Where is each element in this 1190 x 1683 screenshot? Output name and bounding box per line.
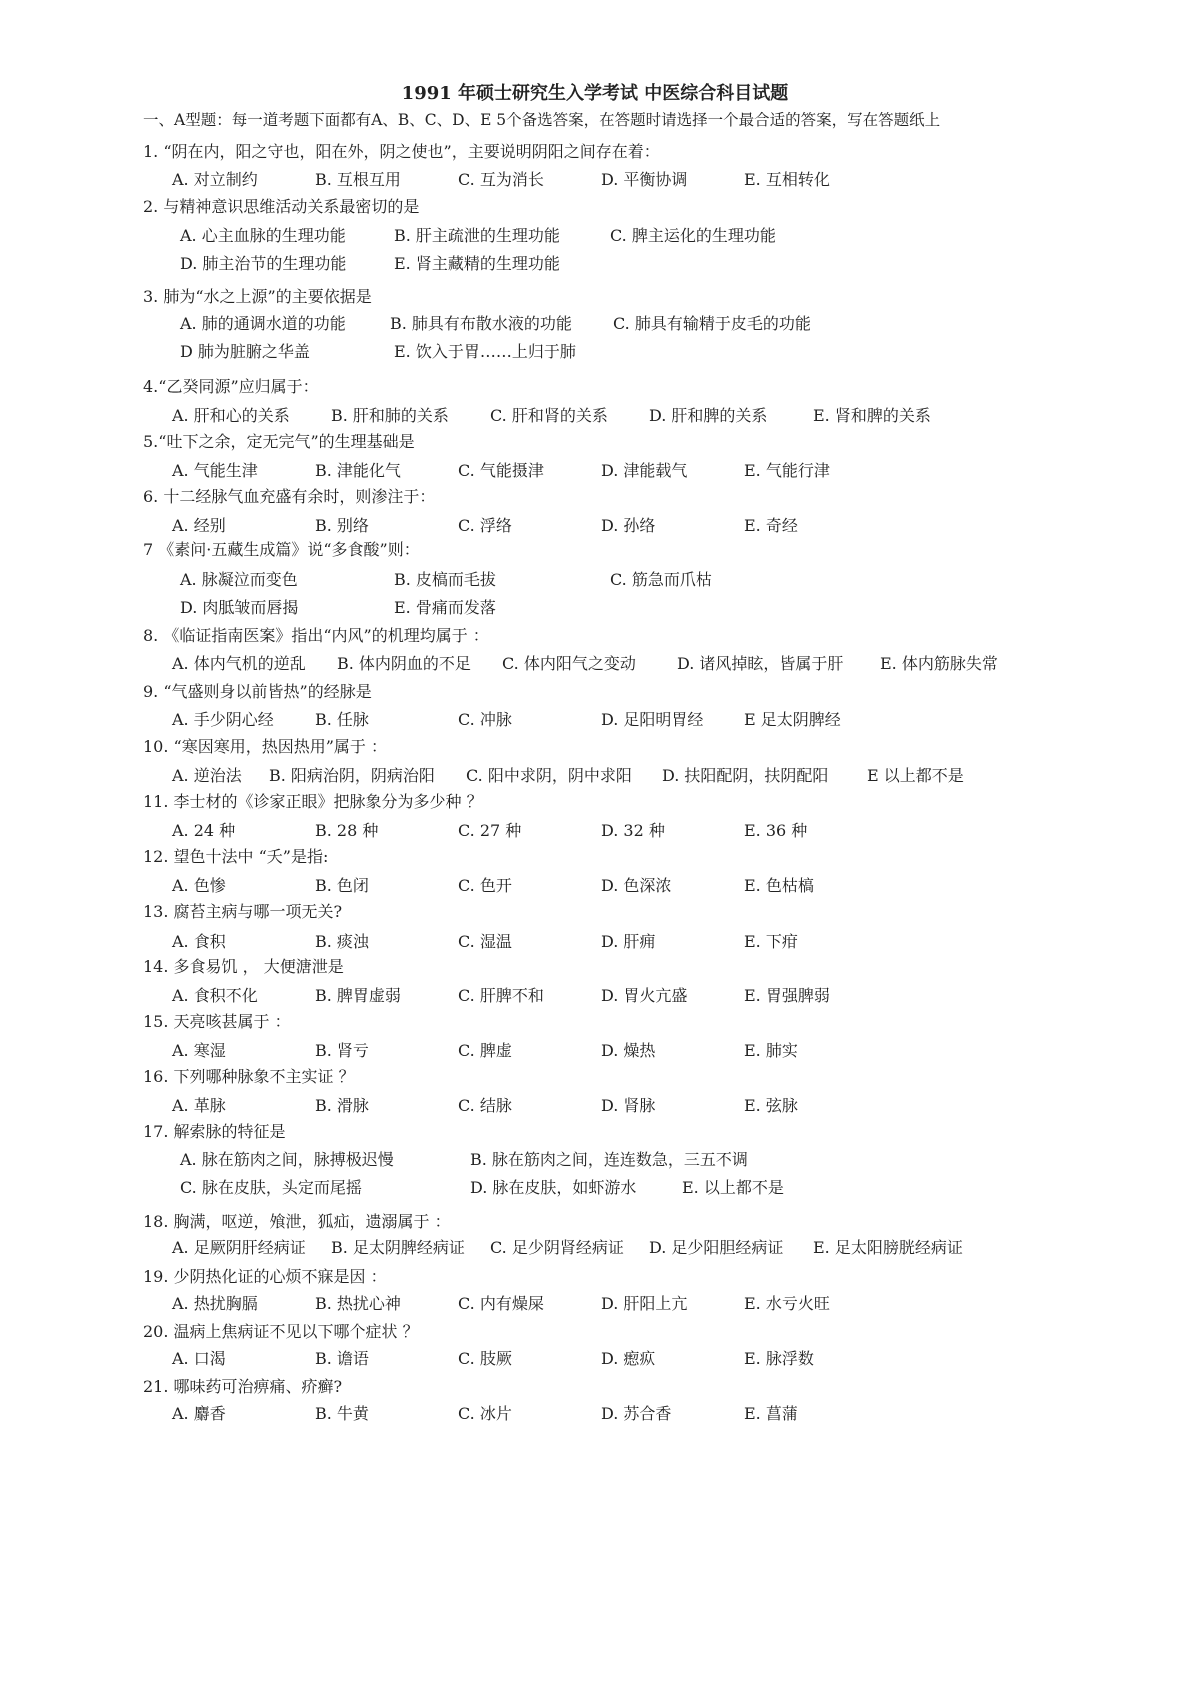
answer-option: C. 互为消长: [458, 170, 544, 189]
answer-option: E. 骨痛而发落: [394, 598, 496, 617]
answer-option: E. 脉浮数: [744, 1349, 814, 1368]
answer-option: B. 津能化气: [315, 461, 401, 480]
answer-option: E. 弦脉: [744, 1096, 798, 1115]
answer-option: D. 肝阳上亢: [601, 1294, 688, 1313]
answer-option: A. 热扰胸膈: [172, 1294, 258, 1313]
answer-option: B. 滑脉: [315, 1096, 369, 1115]
answer-option: E 以上都不是: [867, 766, 964, 785]
answer-option: B. 任脉: [315, 710, 369, 729]
answer-option: A. 口渴: [172, 1349, 226, 1368]
answer-option: C. 内有燥屎: [458, 1294, 544, 1313]
answer-option: E 足太阴脾经: [744, 710, 841, 729]
answer-option: A. 色惨: [172, 876, 226, 895]
answer-option: B. 痰浊: [315, 932, 369, 951]
answer-option: C. 湿温: [458, 932, 512, 951]
answer-option: A. 食积不化: [172, 986, 258, 1005]
exam-title: 1991 年硕士研究生入学考试 中医综合科目试题: [401, 83, 789, 104]
answer-option: B. 谵语: [315, 1349, 369, 1368]
answer-option: B. 肺具有布散水液的功能: [390, 314, 572, 333]
answer-option: D. 足少阳胆经病证: [649, 1238, 784, 1257]
answer-option: B. 肝主疏泄的生理功能: [394, 226, 560, 245]
answer-option: E. 色枯槁: [744, 876, 814, 895]
answer-option: B. 互根互用: [315, 170, 401, 189]
answer-option: D. 孙络: [601, 516, 656, 535]
answer-option: D. 肉胝皱而唇揭: [180, 598, 299, 617]
answer-option: C. 冰片: [458, 1404, 512, 1423]
answer-option: A. 经别: [172, 516, 226, 535]
question-stem: 13. 腐苔主病与哪一项无关?: [143, 902, 343, 921]
answer-option: A. 气能生津: [172, 461, 258, 480]
question-stem: 17. 解索脉的特征是: [143, 1122, 286, 1141]
answer-option: C. 筋急而爪枯: [610, 570, 712, 589]
answer-option: B. 足太阴脾经病证: [331, 1238, 465, 1257]
answer-option: C. 色开: [458, 876, 512, 895]
answer-option: A. 足厥阴肝经病证: [172, 1238, 306, 1257]
answer-option: E. 饮入于胃……上归于肺: [394, 342, 576, 361]
question-stem: 8. 《临证指南医案》指出“内风”的机理均属于 ：: [143, 626, 489, 645]
answer-option: B. 牛黄: [315, 1404, 369, 1423]
question-stem: 14. 多食易饥 ， 大便溏泄是: [143, 957, 344, 976]
answer-option: B. 28 种: [315, 821, 379, 840]
question-stem: 11. 李士材的《诊家正眼》把脉象分为多少种 ？: [143, 792, 483, 811]
answer-option: D. 苏合香: [601, 1404, 672, 1423]
answer-option: A. 肝和心的关系: [172, 406, 290, 425]
answer-option: C. 体内阳气之变动: [502, 654, 636, 673]
answer-option: E. 足太阳膀胱经病证: [813, 1238, 963, 1257]
answer-option: B. 脉在筋肉之间，连连数急，三五不调: [470, 1150, 748, 1169]
answer-option: C. 肺具有输精于皮毛的功能: [613, 314, 811, 333]
section-instructions: 一、A型题：每一道考题下面都有A、B、C、D、E 5个备选答案，在答题时请选择一个最合适的答案，写在答题纸上: [143, 111, 941, 129]
answer-option: A. 逆治法: [172, 766, 242, 785]
answer-option: C. 脾主运化的生理功能: [610, 226, 776, 245]
question-stem: 6. 十二经脉气血充盛有余时，则渗注于：: [143, 487, 436, 506]
answer-option: D. 色深浓: [601, 876, 672, 895]
question-stem: 4.“乙癸同源”应归属于：: [143, 377, 319, 396]
answer-option: D. 脉在皮肤，如虾游水: [470, 1178, 637, 1197]
question-stem: 3. 肺为“水之上源”的主要依据是: [143, 287, 372, 306]
answer-option: B. 皮槁而毛拔: [394, 570, 496, 589]
answer-option: E. 气能行津: [744, 461, 830, 480]
answer-option: D. 肺主治节的生理功能: [180, 254, 347, 273]
answer-option: A. 革脉: [172, 1096, 226, 1115]
question-stem: 2. 与精神意识思维活动关系最密切的是: [143, 197, 420, 216]
answer-option: A. 手少阴心经: [172, 710, 274, 729]
answer-option: C. 足少阴肾经病证: [490, 1238, 624, 1257]
answer-option: E. 奇经: [744, 516, 798, 535]
question-stem: 9. “气盛则身以前皆热”的经脉是: [143, 682, 372, 701]
answer-option: A. 寒湿: [172, 1041, 226, 1060]
answer-option: E. 体内筋脉失常: [880, 654, 998, 673]
answer-option: B. 阳病治阴，阴病治阳: [269, 766, 435, 785]
answer-option: A. 心主血脉的生理功能: [180, 226, 346, 245]
answer-option: D. 肝痈: [601, 932, 656, 951]
answer-option: A. 脉在筋肉之间，脉搏极迟慢: [180, 1150, 394, 1169]
answer-option: D. 瘛疭: [601, 1349, 656, 1368]
question-stem: 10. “寒因寒用，热因热用”属于 ：: [143, 737, 387, 756]
answer-option: E. 以上都不是: [682, 1178, 784, 1197]
answer-option: E. 肺实: [744, 1041, 798, 1060]
answer-option: D. 扶阳配阴，扶阴配阳: [662, 766, 829, 785]
answer-option: A. 肺的通调水道的功能: [180, 314, 346, 333]
answer-option: D. 肝和脾的关系: [649, 406, 768, 425]
answer-option: C. 浮络: [458, 516, 512, 535]
question-stem: 12. 望色十法中 “夭”是指:: [143, 847, 329, 866]
answer-option: E. 肾主藏精的生理功能: [394, 254, 560, 273]
question-stem: 7 《素问·五藏生成篇》说“多食酸”则：: [143, 540, 420, 559]
answer-option: D. 足阳明胃经: [601, 710, 704, 729]
answer-option: D. 32 种: [601, 821, 665, 840]
answer-option: C. 结脉: [458, 1096, 512, 1115]
answer-option: C. 肢厥: [458, 1349, 512, 1368]
question-stem: 1. “阴在内，阳之守也，阳在外，阴之使也”，主要说明阴阳之间存在着：: [143, 142, 660, 161]
answer-option: E. 36 种: [744, 821, 808, 840]
question-stem: 20. 温病上焦病证不见以下哪个症状 ？: [143, 1322, 419, 1341]
answer-option: E. 胃强脾弱: [744, 986, 830, 1005]
answer-option: B. 色闭: [315, 876, 369, 895]
answer-option: A. 麝香: [172, 1404, 226, 1423]
answer-option: D. 肾脉: [601, 1096, 656, 1115]
answer-option: D. 津能载气: [601, 461, 688, 480]
answer-option: C. 脉在皮肤，头定而尾摇: [180, 1178, 362, 1197]
answer-option: D. 诸风掉眩，皆属于肝: [677, 654, 844, 673]
answer-option: E. 肾和脾的关系: [813, 406, 931, 425]
answer-option: E. 水亏火旺: [744, 1294, 830, 1313]
answer-option: C. 阳中求阴，阴中求阳: [466, 766, 632, 785]
answer-option: D 肺为脏腑之华盖: [180, 342, 310, 361]
question-stem: 19. 少阴热化证的心烦不寐是因 ：: [143, 1267, 387, 1286]
question-stem: 15. 天亮咳甚属于 ：: [143, 1012, 291, 1031]
question-stem: 18. 胸满，呕逆，飧泄，狐疝，遗溺属于 ：: [143, 1212, 451, 1231]
answer-option: C. 气能摄津: [458, 461, 544, 480]
answer-option: B. 热扰心神: [315, 1294, 401, 1313]
answer-option: D. 平衡协调: [601, 170, 688, 189]
answer-option: C. 脾虚: [458, 1041, 512, 1060]
answer-option: A. 对立制约: [172, 170, 258, 189]
answer-option: E. 下疳: [744, 932, 798, 951]
question-stem: 16. 下列哪种脉象不主实证 ？: [143, 1067, 355, 1086]
answer-option: E. 互相转化: [744, 170, 830, 189]
answer-option: D. 燥热: [601, 1041, 656, 1060]
answer-option: A. 体内气机的逆乱: [172, 654, 306, 673]
answer-option: A. 食积: [172, 932, 226, 951]
answer-option: C. 肝脾不和: [458, 986, 544, 1005]
answer-option: B. 肾亏: [315, 1041, 369, 1060]
answer-option: E. 菖蒲: [744, 1404, 798, 1423]
question-stem: 21. 哪味药可治痹痛、疥癣?: [143, 1377, 343, 1396]
answer-option: A. 脉凝泣而变色: [180, 570, 298, 589]
answer-option: B. 别络: [315, 516, 369, 535]
answer-option: B. 脾胃虚弱: [315, 986, 401, 1005]
answer-option: C. 肝和肾的关系: [490, 406, 608, 425]
answer-option: A. 24 种: [172, 821, 236, 840]
answer-option: B. 肝和肺的关系: [331, 406, 449, 425]
answer-option: C. 冲脉: [458, 710, 512, 729]
answer-option: D. 胃火亢盛: [601, 986, 688, 1005]
question-stem: 5.“吐下之余，定无完气”的生理基础是: [143, 432, 415, 451]
answer-option: C. 27 种: [458, 821, 522, 840]
answer-option: B. 体内阴血的不足: [337, 654, 471, 673]
